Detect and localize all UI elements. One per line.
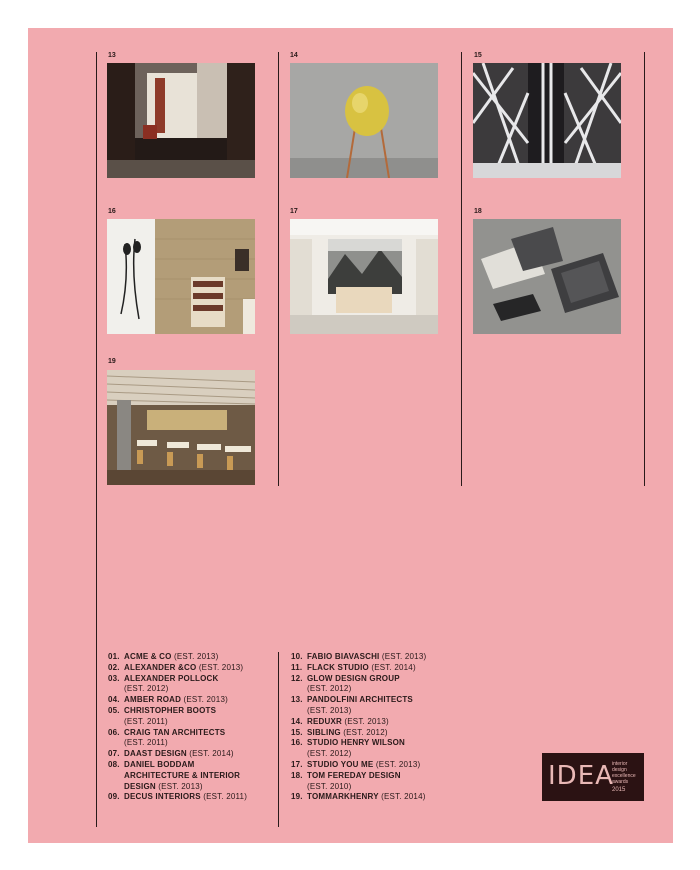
project-photo-lounge [107, 63, 255, 178]
studio-list-item [291, 782, 426, 793]
studio-number: 17. [291, 759, 303, 769]
studio-list-item [108, 771, 247, 782]
project-photo-stone-shop [107, 219, 255, 334]
studio-established: (EST. 2013) [379, 652, 427, 661]
studio-number: 12. [291, 673, 303, 683]
studio-established: (EST. 2013) [341, 716, 389, 726]
studio-list-item [108, 728, 247, 739]
studio-list-item [108, 760, 247, 771]
studio-name: DESIGN [124, 781, 156, 791]
studio-number: 14. [291, 716, 303, 726]
studio-name: GLOW DESIGN GROUP [307, 673, 400, 683]
studio-established: (EST. 2013) [155, 781, 203, 791]
studio-list-item [108, 684, 247, 695]
column-rule-4 [644, 52, 645, 486]
studio-number: 03. [108, 673, 120, 683]
logo-year: 2015 [612, 787, 626, 793]
studio-list-item [108, 738, 247, 749]
studio-established: (EST. 2014) [368, 662, 416, 672]
studio-number: 07. [108, 749, 120, 759]
studio-name: FABIO BIAVASCHI [307, 652, 380, 661]
studio-number: 08. [108, 759, 120, 769]
column-rule-2 [278, 52, 279, 486]
studio-name: ALEXANDER POLLOCK [124, 673, 219, 683]
studio-list-left [108, 652, 247, 803]
studio-list-item [291, 706, 426, 717]
studio-list-item [291, 749, 426, 760]
studio-list-item [291, 652, 426, 663]
studio-number: 05. [108, 705, 120, 715]
studio-number: 01. [108, 652, 120, 661]
studio-number: 10. [291, 652, 303, 661]
project-number: 18 [474, 208, 482, 215]
studio-name: CHRISTOPHER BOOTS [124, 705, 217, 715]
studio-list-item [291, 771, 426, 782]
studio-established: (EST. 2012) [307, 684, 352, 694]
catalogue-page [28, 28, 673, 843]
studio-name: DECUS INTERIORS [124, 792, 201, 802]
studio-established: (EST. 2011) [200, 792, 248, 802]
project-number: 17 [290, 208, 298, 215]
studio-number: 18. [291, 770, 303, 780]
studio-list-item [108, 695, 247, 706]
studio-established: (EST. 2013) [196, 662, 244, 672]
studio-established: (EST. 2013) [181, 695, 228, 705]
studio-list-item [291, 695, 426, 706]
studio-name: DAAST DESIGN [124, 749, 187, 759]
studio-name: TOM FEREDAY DESIGN [307, 770, 401, 780]
studio-number: 13. [291, 695, 303, 705]
project-number: 13 [108, 52, 116, 59]
project-photo-lattice-corridor [473, 63, 621, 178]
studio-number: 11. [291, 662, 303, 672]
studio-established: (EST. 2012) [307, 749, 352, 759]
studio-number: 09. [108, 792, 120, 802]
studio-name: FLACK STUDIO [307, 662, 369, 672]
project-photo-concrete-tiles [473, 219, 621, 334]
studio-established: (EST. 2011) [124, 738, 168, 748]
studio-list-item [291, 760, 426, 771]
studio-list-item [108, 674, 247, 685]
studio-established: (EST. 2013) [171, 652, 219, 661]
studio-list-item [291, 728, 426, 739]
studio-name: REDUXR [307, 716, 342, 726]
studio-number: 06. [108, 727, 120, 737]
studio-name: TOMMARKHENRY [307, 792, 379, 802]
studio-name: AMBER ROAD [124, 695, 182, 705]
studio-name: CRAIG TAN ARCHITECTS [124, 727, 226, 737]
project-photo-pendant-lamp [290, 63, 438, 178]
studio-established: (EST. 2012) [124, 684, 169, 694]
studio-list-item [108, 717, 247, 728]
logo-wordmark: IDEA [548, 761, 614, 791]
studio-established: (EST. 2013) [373, 759, 421, 769]
studio-name: DANIEL BODDAM [124, 759, 195, 769]
studio-name: PANDOLFINI ARCHITECTS [307, 695, 413, 705]
studio-name: ALEXANDER &CO [124, 662, 197, 672]
project-number: 16 [108, 208, 116, 215]
studio-number: 19. [291, 792, 303, 802]
studio-list-right [291, 652, 426, 803]
column-rule-2-lower [278, 652, 279, 827]
studio-list-item [108, 782, 247, 793]
studio-name: STUDIO YOU ME [307, 759, 374, 769]
studio-name: STUDIO HENRY WILSON [307, 738, 406, 748]
studio-list-item [108, 706, 247, 717]
studio-established: (EST. 2013) [307, 705, 352, 715]
studio-name: SIBLING [307, 727, 341, 737]
column-rule-1 [96, 52, 97, 827]
studio-established: (EST. 2014) [186, 749, 234, 759]
studio-list-item [291, 717, 426, 728]
studio-list-item [291, 674, 426, 685]
studio-established: (EST. 2011) [124, 716, 168, 726]
studio-list-item [108, 663, 247, 674]
studio-list-item [291, 792, 426, 803]
studio-list-item [108, 652, 247, 663]
studio-established: (EST. 2010) [307, 781, 352, 791]
studio-list-item [291, 684, 426, 695]
logo-tagline: interior design excellence awards [612, 761, 636, 785]
project-number: 14 [290, 52, 298, 59]
studio-list-item [291, 663, 426, 674]
studio-established: (EST. 2012) [340, 727, 388, 737]
idea-awards-logo [542, 753, 644, 801]
studio-number: 15. [291, 727, 303, 737]
project-photo-restaurant [107, 370, 255, 485]
project-number: 19 [108, 358, 116, 365]
project-photo-boutique-mural [290, 219, 438, 334]
column-rule-3 [461, 52, 462, 486]
project-number: 15 [474, 52, 482, 59]
studio-established: (EST. 2014) [378, 792, 426, 802]
studio-name: ARCHITECTURE & INTERIOR [124, 770, 241, 780]
studio-list-item [108, 749, 247, 760]
studio-list-item [108, 792, 247, 803]
studio-name: ACME & CO [124, 652, 172, 661]
studio-number: 04. [108, 695, 120, 705]
studio-number: 16. [291, 738, 303, 748]
studio-list-item [291, 738, 426, 749]
studio-number: 02. [108, 662, 120, 672]
